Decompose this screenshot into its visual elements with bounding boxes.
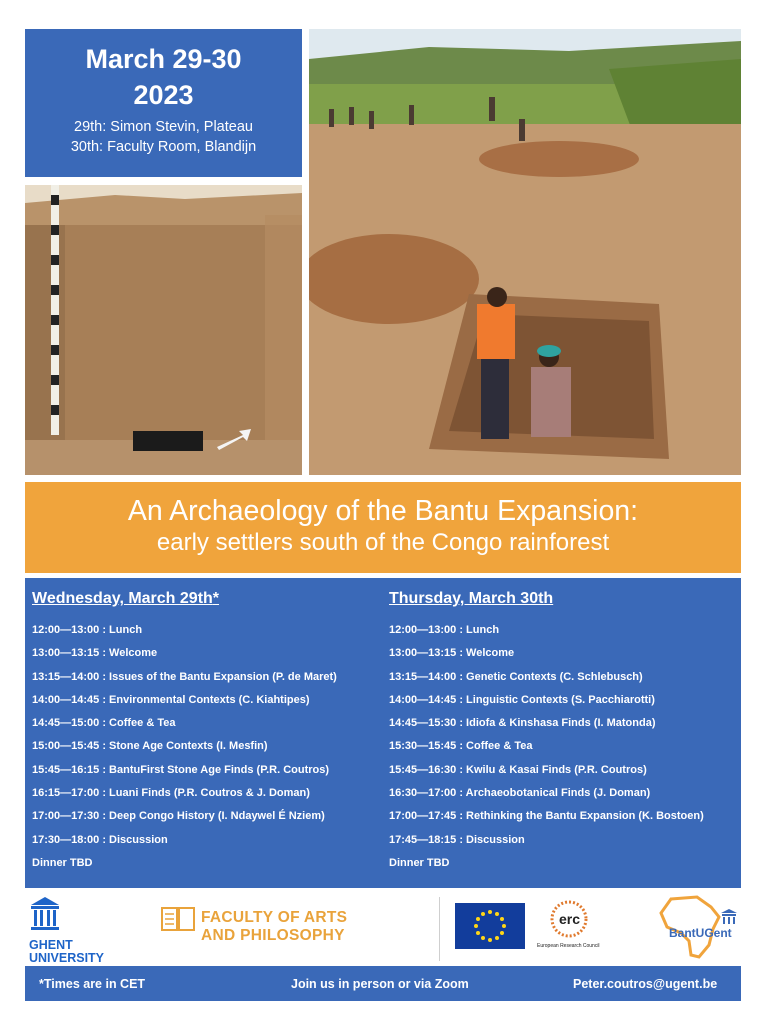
schedule-item: 17:30—18:00 : Discussion	[32, 833, 168, 846]
bantugent-logo	[651, 893, 739, 963]
schedule-item: 12:00—13:00 : Lunch	[389, 624, 500, 636]
schedule-item: 14:45—15:00 : Coffee & Tea	[32, 717, 176, 730]
schedule-item: 14:00—14:45 : Linguistic Contexts (S. Pacchiarotti)	[389, 693, 655, 706]
svg-text:erc: erc	[559, 911, 581, 927]
day1-heading: Wednesday, March 29th*	[32, 590, 220, 607]
schedule-item: 15:45—16:15 : BantuFirst Stone Age Finds (P.R. Coutros)	[32, 763, 330, 776]
schedule-day1	[32, 588, 382, 875]
date-box	[25, 29, 302, 177]
schedule-item: 14:00—14:45 : Environmental Contexts (C. Kiahtipes)	[32, 693, 310, 706]
day2-heading: Thursday, March 30th	[389, 590, 554, 607]
schedule-item: 16:30—17:00 : Archaeobotanical Finds (J. Doman)	[389, 787, 651, 800]
schedule-item: Dinner TBD	[389, 856, 450, 869]
schedule-item: 17:45—18:15 : Discussion	[389, 833, 525, 846]
schedule-day2	[389, 588, 739, 875]
schedule-item: 15:45—16:30 : Kwilu & Kasai Finds (P.R. Coutros)	[389, 763, 647, 776]
eu-flag-logo	[455, 903, 525, 949]
erc-logo	[533, 897, 619, 959]
ghent-university-logo	[29, 895, 119, 965]
logo-divider	[439, 897, 440, 961]
schedule-item: 17:00—17:30 : Deep Congo History (I. Ndaywel É Nziem)	[32, 810, 325, 823]
schedule-item: 13:15—14:00 : Issues of the Bantu Expansion (P. de Maret)	[32, 670, 337, 683]
location-day2: 30th: Faculty Room, Blandijn	[70, 139, 257, 155]
faculty-name-line2: AND PHILOSOPHY	[201, 927, 345, 944]
schedule-panel	[25, 578, 741, 888]
excavation-site-photo	[309, 29, 741, 475]
bantugent-label: BantUGent	[669, 926, 732, 940]
schedule-item: 16:15—17:00 : Luani Finds (P.R. Coutros & J. Doman)	[32, 787, 310, 800]
excavation-wall-illustration	[25, 185, 302, 475]
schedule-item: 15:30—15:45 : Coffee & Tea	[389, 740, 533, 753]
schedule-item: 12:00—13:00 : Lunch	[32, 624, 143, 636]
excavation-wall-photo	[25, 185, 302, 475]
footer-bar	[25, 966, 741, 1001]
timezone-note: *Times are in CET	[39, 977, 146, 991]
contact-email[interactable]: Peter.coutros@ugent.be	[573, 977, 718, 991]
schedule-item: 13:00—13:15 : Welcome	[32, 647, 158, 660]
event-subtitle: early settlers south of the Congo rainforest	[156, 529, 610, 556]
excavation-site-illustration	[309, 29, 741, 475]
schedule-item: Dinner TBD	[32, 856, 93, 869]
event-date-range: March 29-30	[85, 44, 242, 74]
schedule-item: 13:15—14:00 : Genetic Contexts (C. Schlebusch)	[389, 670, 643, 683]
faculty-name-line1: FACULTY OF ARTS	[201, 909, 348, 926]
event-title: An Archaeology of the Bantu Expansion:	[127, 495, 639, 527]
attendance-info: Join us in person or via Zoom	[291, 977, 469, 991]
university-building-icon	[29, 895, 61, 933]
erc-emblem-icon	[533, 897, 619, 941]
erc-label: European Research Council	[537, 943, 600, 949]
schedule-item: 14:45—15:30 : Idiofa & Kinshasa Finds (I. Matonda)	[389, 717, 656, 730]
open-book-icon	[161, 905, 195, 935]
event-title-banner	[25, 482, 741, 573]
ugent-name-line1: GHENT	[29, 938, 73, 952]
location-day1: 29th: Simon Stevin, Plateau	[74, 119, 253, 135]
schedule-item: 17:00—17:45 : Rethinking the Bantu Expansion (K. Bostoen)	[389, 810, 704, 823]
event-year: 2023	[133, 80, 194, 110]
ugent-name-line2: UNIVERSITY	[29, 951, 105, 965]
schedule-item: 13:00—13:15 : Welcome	[389, 647, 515, 660]
sponsor-logos	[25, 893, 741, 963]
faculty-logo	[161, 905, 348, 944]
schedule-item: 15:00—15:45 : Stone Age Contexts (I. Mesfin)	[32, 740, 268, 753]
eu-stars-icon	[455, 903, 525, 949]
